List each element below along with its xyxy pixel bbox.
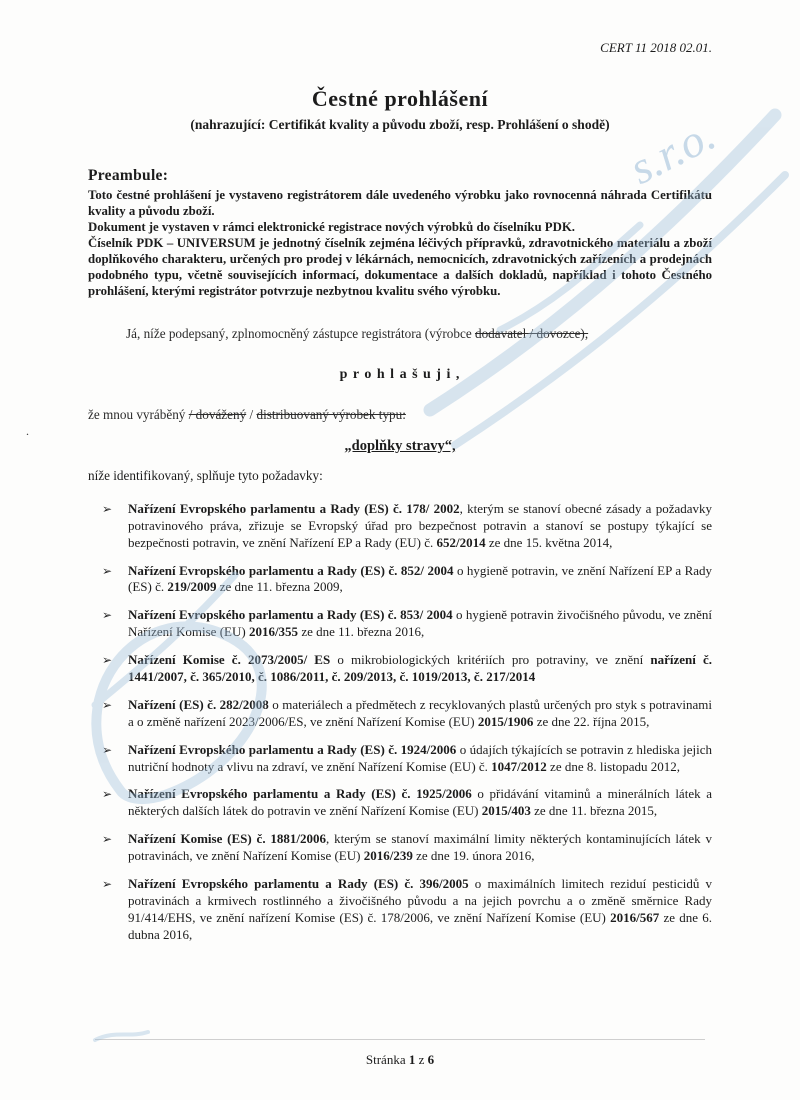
list-item [88, 501, 712, 552]
product-line [88, 407, 712, 423]
text-segment: Nařízení Evropského parlamentu a Rady (ES) č. 852/ 2004 [128, 562, 454, 578]
text-segment: z [415, 1052, 428, 1067]
preambule-paragraph-2: Dokument je vystaven v rámci elektronické registrace nových výrobků do číselníku PDK. [88, 219, 575, 234]
text-segment: distribuovaný výrobek typu: [256, 406, 406, 422]
text-segment: Stránka [365, 1052, 409, 1067]
arrow-bullet-icon: ➢ [102, 877, 113, 892]
page-subtitle: (nahrazující: Certifikát kvality a původu zboží, resp. Prohlášení o shodě) [190, 117, 610, 132]
arrow-bullet-icon: ➢ [102, 742, 113, 757]
text-segment: 6 [427, 1052, 435, 1067]
text-segment: ze dne 19. února 2016, [412, 848, 535, 864]
text-segment: ze dne 11. března 2009, [216, 579, 343, 595]
text-segment: 2015/1906 [477, 713, 534, 729]
text-segment: ze dne 15. května 2014, [485, 534, 613, 550]
list-item [88, 786, 712, 820]
text-segment: o mikrobiologických kritériích pro potraviny, ve znění [330, 652, 651, 668]
text-segment: ze dne 11. března 2016, [298, 624, 425, 640]
text-segment: ze dne 8. listopadu 2012, [546, 758, 681, 774]
list-item-text [128, 652, 712, 686]
watermark-text: s.r.o. [621, 108, 724, 194]
arrow-bullet-icon: ➢ [102, 563, 113, 578]
text-segment: o maximálních limitech reziduí pesticidů v potravinách a krmivech rostlinného a živočišného původu a na jejich povrchu a o změně směrnice Rady 91/414/EHS, ve znění nařízení Komise (ES) č. 178/2006, ve znění Nařízení Komise (EU) [128, 876, 713, 925]
preambule-paragraph-1: Toto čestné prohlášení je vystaveno registrátorem dále uvedeného výrobku jako rovnocenná náhrada Certifikátu kvality a původu zboží. [88, 188, 712, 218]
text-segment: Nařízení Evropského parlamentu a Rady (ES) č. 1924/2006 [128, 741, 457, 757]
text-segment: 2015/403 [481, 803, 531, 819]
arrow-bullet-icon: ➢ [102, 653, 113, 668]
list-item-text [128, 742, 712, 776]
text-segment: 219/2009 [167, 579, 217, 595]
declaration-intro [88, 326, 712, 342]
list-item-text [128, 831, 712, 865]
text-segment: Nařízení Komise č. 2073/2005/ ES [128, 652, 331, 668]
text-segment: 2016/239 [363, 848, 413, 864]
list-item-text [128, 786, 712, 820]
text-segment: ze dne 11. března 2015, [530, 803, 658, 819]
text-segment: 652/2014 [436, 534, 486, 550]
text-segment: Nařízení Evropského parlamentu a Rady (ES) č. 178/ 2002 [128, 500, 460, 516]
text-segment: / [246, 406, 257, 422]
text-segment: ze dne 22. října 2015, [533, 713, 650, 729]
prohlasuji-line: p r o h l a š u j i , [339, 366, 461, 382]
text-segment: dodavatel / dovozce), [474, 325, 589, 341]
text-segment: Nařízení Evropského parlamentu a Rady (ES) č. 1925/2006 [128, 786, 472, 802]
list-item-text [128, 563, 712, 597]
arrow-bullet-icon: ➢ [102, 787, 113, 802]
text-segment: nařízení č. 1441/2007, č. 365/2010, č. 1086/2011, č. 209/2013, č. 1019/2013, č. 217/2014 [128, 652, 712, 685]
preambule-section [88, 188, 712, 300]
doc-code: CERT 11 2018 02.01. [600, 40, 712, 55]
list-item [88, 831, 712, 865]
arrow-bullet-icon: ➢ [102, 697, 113, 712]
arrow-bullet-icon: ➢ [102, 832, 113, 847]
text-segment: Nařízení (ES) č. 282/2008 [128, 696, 269, 712]
text-segment: že mnou vyráběný [88, 406, 189, 422]
text-segment: o hygieně potravin, ve znění Nařízení EP a Rady (ES) č. [128, 562, 713, 595]
list-item [88, 876, 712, 944]
text-segment: 1 [408, 1052, 416, 1067]
footer-divider [95, 1039, 705, 1040]
arrow-bullet-icon: ➢ [102, 608, 113, 623]
page-number [0, 1052, 800, 1068]
text-segment: o údajích týkajících se potravin z hlediska jejich nutriční hodnoty a vlivu na zdraví, ve znění Nařízení Komise (EU) č. [128, 741, 712, 774]
text-segment: , kterým se stanoví maximální limity některých kontaminujících látek v potravinách, ve znění Nařízení Komise (EU) [128, 831, 713, 864]
list-item-text [128, 697, 712, 731]
list-item [88, 697, 712, 731]
list-item [88, 652, 712, 686]
preambule-paragraph-3: Číselník PDK – UNIVERSUM je jednotný číselník zejména léčivých přípravků, zdravotnického materiálu a zboží doplňkového charakteru, určených pro prodej v lékárnách, nemocnicích, zdravotnických zařízeních a prodejnách podobného typu, včetně souvisejících informací, dokumentace a dalších dokladů, například i tohoto Čestného prohlášení, kterými registrátor potvrzuje nezbytnou kvalitu svého výrobku. [88, 235, 712, 298]
requirements-list [88, 501, 712, 944]
arrow-bullet-icon: ➢ [102, 501, 113, 516]
requirements-intro: níže identifikovaný, splňuje tyto požadavky: [88, 467, 323, 483]
text-segment: , kterým se stanoví obecné zásady a požadavky potravinového práva, zřizuje se Evropský úřad pro bezpečnost potravin a stanoví se postupy týkající se bezpečnosti potravin, ve znění Nařízení EP a Rady (EU) č. [128, 500, 713, 550]
text-segment: o materiálech a předmětech z recyklovaných plastů určených pro styk s potravinami a o změně nařízení 2023/2006/ES, ve znění Nařízení Komise (EU) [128, 696, 712, 729]
text-segment: / dovážený [188, 406, 247, 422]
text-segment: o přidávání vitaminů a minerálních látek a některých dalších látek do potravin ve znění Nařízení Komise (EU) [128, 786, 713, 819]
text-segment: 1047/2012 [491, 758, 547, 774]
scan-artifact-dot: . [26, 424, 29, 438]
text-segment: Nařízení Komise (ES) č. 1881/2006 [128, 831, 327, 847]
text-segment: ze dne 6. dubna 2016, [128, 909, 712, 942]
list-item [88, 563, 712, 597]
text-segment: 2016/355 [248, 624, 299, 640]
list-item-text [128, 607, 712, 641]
text-segment: Nařízení Evropského parlamentu a Rady (ES) č. 396/2005 [128, 876, 469, 892]
list-item-text [128, 501, 712, 552]
list-item [88, 742, 712, 776]
product-type: „doplňky stravy“, [344, 437, 456, 454]
page-title: Čestné prohlášení [311, 86, 489, 111]
text-segment: 2016/567 [610, 909, 660, 925]
text-segment: Já, níže podepsaný, zplnomocněný zástupce registrátora (výrobce [126, 325, 475, 341]
text-segment: o hygieně potravin živočišného původu, ve znění Nařízení Komise (EU) [128, 607, 712, 640]
text-segment: Nařízení Evropského parlamentu a Rady (ES) č. 853/ 2004 [128, 607, 453, 623]
preambule-heading: Preambule: [88, 167, 169, 184]
list-item [88, 607, 712, 641]
list-item-text [128, 876, 712, 944]
